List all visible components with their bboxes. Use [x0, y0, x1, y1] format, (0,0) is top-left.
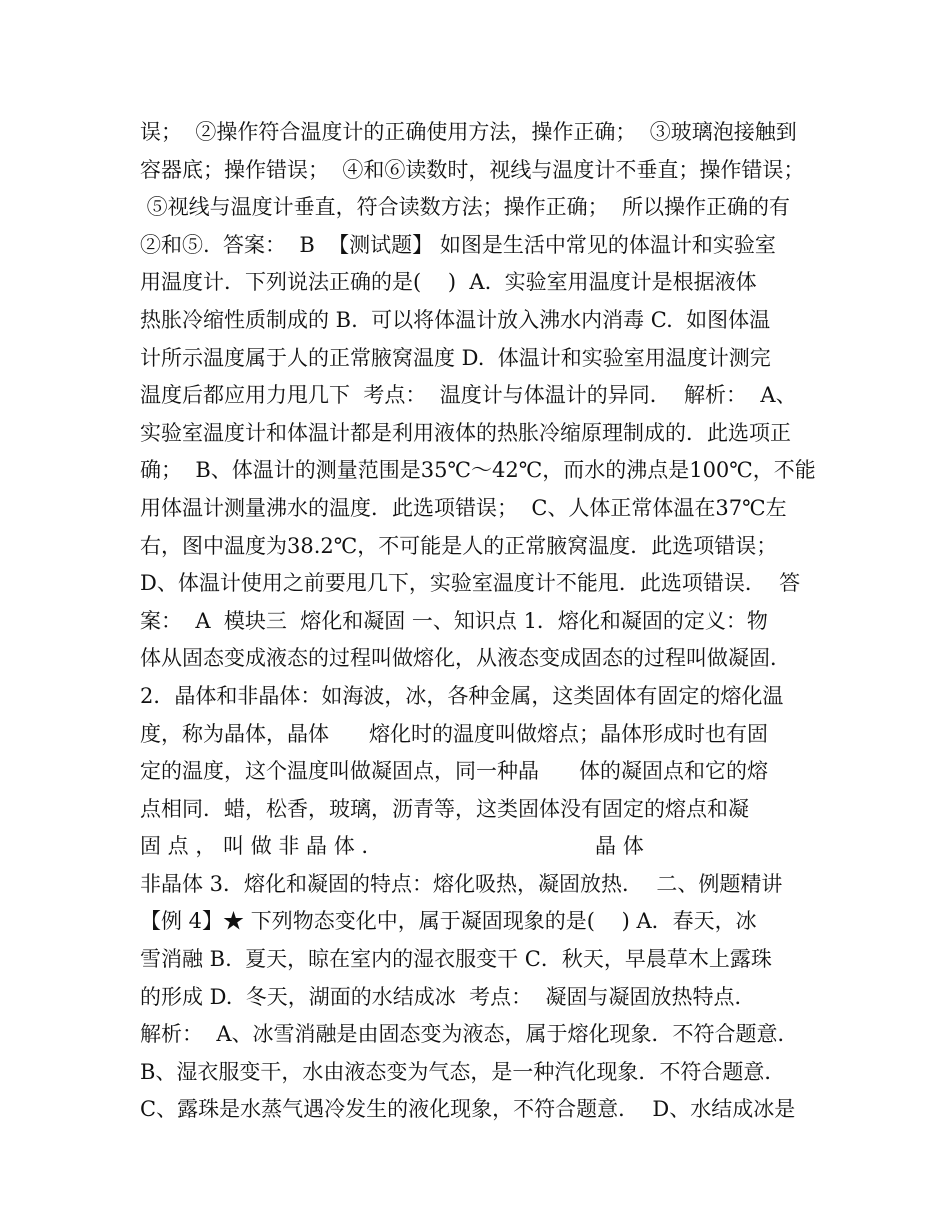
text-line: 点相同．蜡，松香，玻璃，沥青等，这类固体没有固定的熔点和凝	[140, 796, 749, 821]
body-text	[140, 114, 820, 1129]
text-line: ②和⑤. 答案： B 【测试题】 如图是生活中常见的体温计和实验室	[140, 232, 776, 257]
text-line: 用体温计测量沸水的温度．此选项错误； C、人体正常体温在37℃左	[140, 495, 787, 520]
text-line: 用温度计．下列说法正确的是( ) A. 实验室用温度计是根据液体	[140, 270, 757, 295]
text-line: 误； ②操作符合温度计的正确使用方法，操作正确； ③玻璃泡接触到	[140, 120, 797, 144]
text-line: D、体温计使用之前要甩几下，实验室温度计不能甩．此选项错误． 答	[140, 571, 801, 596]
text-line: 非晶体 3．熔化和凝固的特点：熔化吸热，凝固放热． 二、例题精讲	[140, 871, 783, 896]
text-line: 容器底；操作错误； ④和⑥读数时，视线与温度计不垂直；操作错误；	[140, 157, 805, 182]
text-line: C、露珠是水蒸气遇冷发生的液化现象，不符合题意． D、水结成冰是	[140, 1097, 796, 1122]
text-line: 固 点 ， 叫 做 非 晶 体 . 晶 体	[140, 834, 644, 859]
text-line: ⑤视线与温度计垂直，符合读数方法；操作正确； 所以操作正确的有	[140, 195, 791, 220]
text-line: 定的温度，这个温度叫做凝固点，同一种晶 体的凝固点和它的熔	[140, 759, 769, 784]
text-line: 案： A 模块三 熔化和凝固 一、知识点 1．熔化和凝固的定义：物	[140, 608, 768, 633]
text-line: 确； B、体温计的测量范围是35℃～42℃，而水的沸点是100℃，不能	[140, 458, 816, 483]
text-line: 度，称为晶体，晶体 熔化时的温度叫做熔点；晶体形成时也有固	[140, 721, 769, 746]
text-line: 右，图中温度为38.2℃，不可能是人的正常腋窝温度．此选项错误；	[140, 533, 778, 558]
text-line: 实验室温度计和体温计都是利用液体的热胀冷缩原理制成的．此选项正	[140, 420, 791, 445]
text-line: 体从固态变成液态的过程叫做熔化，从液态变成固态的过程叫做凝固．	[140, 646, 791, 671]
text-line: 温度后都应用力甩几下 考点： 温度计与体温计的异同． 解析： A、	[140, 383, 797, 408]
text-line: 解析： A、冰雪消融是由固态变为液态，属于熔化现象．不符合题意．	[140, 1022, 799, 1047]
text-line: 【例 4】★ 下列物态变化中，属于凝固现象的是( ) A．春天，冰	[140, 909, 757, 934]
text-line: B、湿衣服变干，水由液态变为气态，是一种汽化现象．不符合题意．	[140, 1059, 786, 1084]
text-line: 2．晶体和非晶体：如海波，冰，各种金属，这类固体有固定的熔化温	[140, 683, 784, 708]
text-line: 热胀冷缩性质制成的 B. 可以将体温计放入沸水内消毒 C. 如图体温	[140, 307, 771, 332]
text-line: 计所示温度属于人的正常腋窝温度 D. 体温计和实验室用温度计测完	[140, 345, 771, 370]
text-line: 的形成 D. 冬天，湖面的水结成冰 考点： 凝固与凝固放热特点．	[140, 984, 756, 1009]
text-line: 雪消融 B. 夏天，晾在室内的湿衣服变干 C．秋天，早晨草木上露珠	[140, 947, 772, 972]
